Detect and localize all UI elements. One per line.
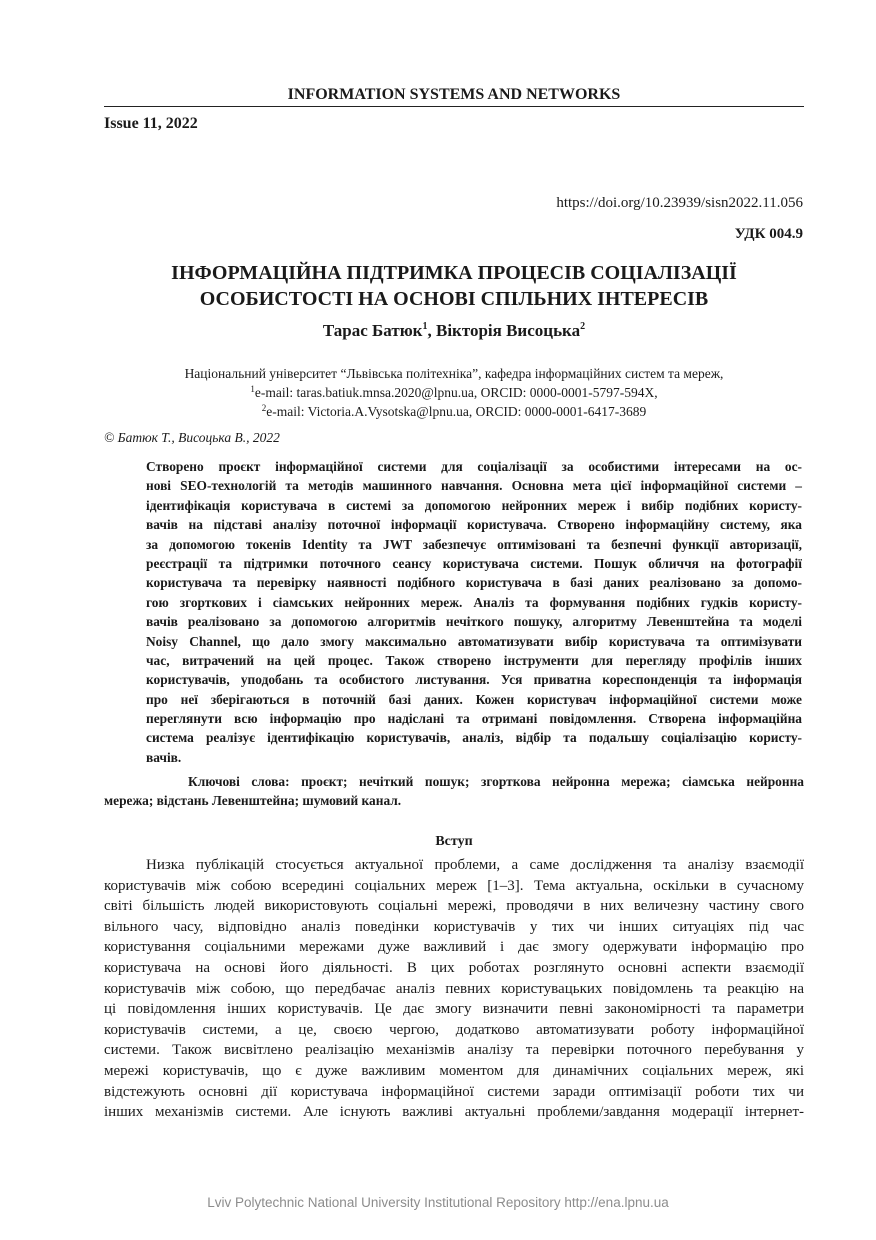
body-line: інших механізмів системи. Але існують важливі актуальні проблеми/завдання модерації інтернет- (104, 1104, 804, 1121)
abstract-line: користувачів, уподобань та особистого листування. Уся приватна кореспонденція та інформація (146, 672, 802, 688)
body-line: системи. Також висвітлено реалізацію механізмів аналізу та перевірки поточного перебування у (104, 1042, 804, 1059)
university-line: Національний університет “Львівська політехніка”, кафедра інформаційних систем та мереж, (184, 366, 724, 381)
abstract-line: час, витрачений на цей процес. Також створено інструменти для перегляду профілів інших (146, 652, 802, 668)
section-heading: Вступ (435, 834, 473, 849)
contact-mark: 2 (261, 403, 267, 413)
doi-link[interactable]: https://doi.org/10.23939/sisn2022.11.056 (556, 195, 803, 211)
body-line: відстежують основні дії користувача інформаційної системи заради оптимізації роботи тих чи (104, 1083, 804, 1100)
abstract-line: вачів на підставі аналізу поточної інформації користувача. Створено інформаційну систему, яка (146, 517, 802, 533)
abstract-line: Створено проєкт інформаційної системи для соціалізації за особистими інтересами на ос- (146, 459, 802, 474)
author-mark: 2 (580, 321, 586, 332)
body-text (104, 855, 804, 1123)
paper-title (104, 260, 804, 312)
abstract-line: переглянути всю інформацію про надіслані та отримані повідомлення. Створена інформаційна (146, 711, 802, 727)
abstract-line: ідентифікація користувача в системі за допомогою нейронних мереж і вибір подібних користу- (146, 497, 802, 513)
author-mark: 1 (422, 321, 428, 332)
body-line: користувача на основі його діяльності. В цих роботах розглянуто основні аспекти взаємодії (104, 959, 804, 976)
journal-header: INFORMATION SYSTEMS AND NETWORKS (287, 86, 621, 103)
abstract-line: система реалізує ідентифікацію користувачів, аналіз, відбір та подальшу соціалізацію користу- (146, 730, 802, 746)
author-separator: , (427, 321, 436, 340)
header-rule (104, 106, 804, 107)
title-line: ОСОБИСТОСТІ НА ОСНОВІ СПІЛЬНИХ ІНТЕРЕСІВ (199, 288, 709, 310)
abstract-line: користувача та перевірку наявності подібного користувача в базі даних реалізовано за допомо- (146, 575, 802, 591)
contact-mark: 1 (250, 384, 255, 394)
abstract-line: реєстрації та підтримки поточного сеансу користувача системи. Пошук обличчя на фотографії (146, 555, 802, 571)
abstract-line: нові SEO-технологій та методів машинного навчання. Основна мета цієї інформаційної системи – (146, 478, 802, 494)
abstract-line: вачів реалізовано за допомогою алгоритмів нечіткого пошуку, алгоритму Левенштейна та моделі (146, 614, 802, 630)
body-line: користувачів між собою, що передбачає аналіз певних користувацьких повідомлень та реакцію на (104, 980, 804, 997)
issue-label: Issue 11, 2022 (104, 115, 198, 132)
affiliation (104, 364, 804, 421)
copyright: © Батюк Т., Висоцька В., 2022 (104, 430, 280, 445)
authors (104, 320, 804, 342)
abstract-line: гою згорткових і сіамських нейронних мереж. Аналіз та формування подібних гудків користу- (146, 594, 802, 610)
body-line: користувачів системи, а це, своєю чергою, додатково автоматизувати роботу інформаційної (104, 1021, 804, 1038)
abstract (146, 457, 802, 767)
body-line: користування соціальними мережами дуже важливий і дає змогу одержувати інформацію про (104, 939, 804, 956)
title-line: ІНФОРМАЦІЙНА ПІДТРИМКА ПРОЦЕСІВ СОЦІАЛІЗАЦІЇ (171, 262, 737, 284)
body-line: світі більшість людей використовують соціальні мережі, проводячи в них величезну частину свого (104, 898, 804, 915)
repository-footer: Lviv Polytechnic National University Institutional Repository http://ena.lpnu.ua (207, 1195, 669, 1210)
contact-text: e-mail: Victoria.A.Vysotska@lpnu.ua, ORCID: 0000-0001-6417-3689 (266, 404, 647, 419)
body-line: користувачів між собою всередині соціальних мереж [1–3]. Тема актуальна, оскільки в сучасному (104, 877, 804, 894)
author-name: Тарас Батюк (322, 321, 423, 340)
abstract-line: за допомогою токенів Identity та JWT забезпечує оптимізовані та безпечні функції авторизації, (146, 536, 802, 552)
body-line: вільного часу, відповідно аналіз поведінки користувачів у тих чи інших ситуаціях під час (104, 918, 804, 935)
body-line: ці повідомлення інших користувачів. Це дає змогу визначити певні закономірності та параметри (104, 1001, 804, 1018)
keywords (104, 772, 804, 811)
contact-line (104, 402, 804, 421)
body-line: мережі користувачів, що є дуже важливим моментом для динамічних соціальних мереж, які (104, 1062, 804, 1079)
contact-line (104, 383, 804, 402)
body-line: Низка публікацій стосується актуальної проблеми, а саме дослідження та аналізу взаємодії (146, 857, 804, 873)
contact-text: e-mail: taras.batiuk.mnsa.2020@lpnu.ua, ORCID: 0000-0001-5797-594X, (254, 385, 658, 400)
keywords-line: Ключові слова: проєкт; нечіткий пошук; згорткова нейронна мережа; сіамська нейронна (188, 774, 804, 789)
abstract-line: вачів. (146, 749, 182, 765)
keywords-line: мережа; відстань Левенштейна; шумовий канал. (104, 793, 402, 809)
author-name: Вікторія Висоцька (435, 321, 581, 340)
abstract-line: Noisy Channel, що дало змогу максимально автоматизувати вибір користувача та оптимізувати (146, 633, 802, 649)
udk-code: УДК 004.9 (734, 226, 803, 242)
abstract-line: про неї зберігаються в поточній базі даних. Кожен користувач інформаційної системи може (146, 691, 802, 707)
